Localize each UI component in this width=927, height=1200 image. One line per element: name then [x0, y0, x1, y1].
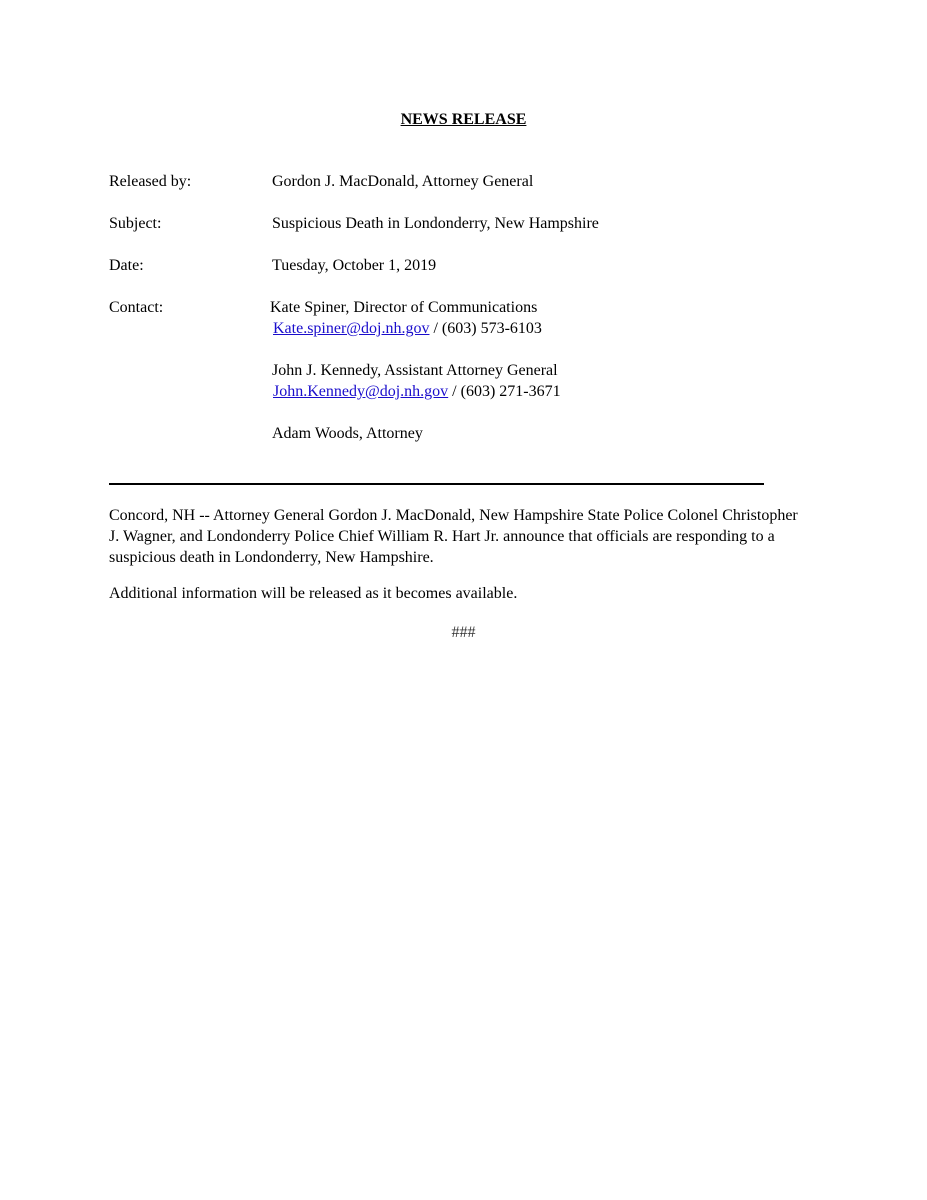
body-paragraph-additional-info: Additional information will be released as it becomes available.	[109, 585, 518, 602]
date-label: Date:	[109, 257, 144, 274]
section-divider	[109, 483, 764, 485]
end-mark: ###	[451, 624, 476, 641]
contact-adam-name: Adam Woods, Attorney	[272, 425, 423, 442]
contact-john-name: John J. Kennedy, Assistant Attorney General	[272, 362, 558, 379]
subject-label: Subject:	[109, 215, 162, 232]
contact-john-phone: / (603) 271-3671	[448, 383, 561, 400]
contact-john-email-link[interactable]: John.Kennedy@doj.nh.gov	[273, 383, 449, 400]
released-by-label: Released by:	[109, 173, 192, 190]
body-paragraph-announcement: Concord, NH -- Attorney General Gordon J. MacDonald, New Hampshire State Police Colonel Christopher J. Wagner, and Londonderry Police Chief William R. Hart Jr. announce that officials are responding to a suspicious death in Londonderry, New Hampshire.	[109, 507, 798, 566]
contact-john-line	[273, 382, 561, 402]
subject-value: Suspicious Death in Londonderry, New Hampshire	[272, 215, 599, 232]
contact-kate-phone: / (603) 573-6103	[429, 320, 542, 337]
contact-kate-email-link[interactable]: Kate.spiner@doj.nh.gov	[273, 320, 430, 337]
released-by-value: Gordon J. MacDonald, Attorney General	[272, 173, 534, 190]
contact-kate-line	[273, 319, 542, 339]
contact-label: Contact:	[109, 299, 164, 316]
contact-kate-name: Kate Spiner, Director of Communications	[270, 299, 538, 316]
page-title: NEWS RELEASE	[400, 111, 527, 128]
date-value: Tuesday, October 1, 2019	[272, 257, 437, 274]
